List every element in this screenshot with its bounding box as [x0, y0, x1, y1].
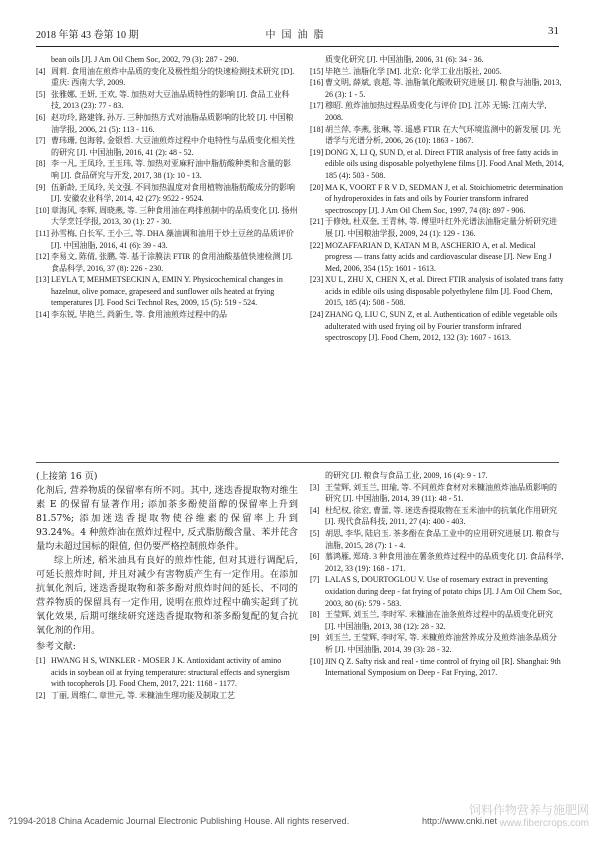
reference-item [310, 505, 564, 528]
reference-number: [4] [36, 66, 46, 76]
reference-number: [5] [36, 89, 46, 99]
reference-list [310, 54, 564, 344]
reference-text: MOZAFFARIAN D, KATAN M B, ASCHERIO A, et al. Medical progress — trans fatty acids and cardiovascular disease [J]. New Eng J Med, 2006, 354 (15): 1601 - 1613. [325, 240, 552, 273]
reference-number: [13] [36, 275, 50, 285]
reference-item [310, 240, 564, 275]
reference-text: DONG X, LI Q, SUN D, et al. Direct FTIR analysis of free fatty acids in edible oils using disposable polyethylene films [J]. Food Anal Meth, 2014, 185 (4): 503 - 508. [325, 147, 564, 180]
reference-text: 曹文明, 薛斌, 袁超, 等. 油脂氧化酸败研究进展 [J]. 粮食与油脂, 2013, 26 (3): 1 - 5. [325, 78, 562, 99]
reference-text: 质变化研究 [J]. 中国油脂, 2006, 31 (6): 34 - 36. [325, 55, 484, 64]
reference-number: [2] [36, 690, 46, 700]
reference-text: 张雅娜, 王妍, 王欢, 等. 加热对大豆油品质特性的影响 [J]. 食品工业科技, 2013 (23): 77 - 83. [51, 89, 290, 111]
reference-text: 王莹辉, 刘玉兰, 李时军. 米糠油在油条煎炸过程中的品质变化研究 [J]. 中国油脂, 2013, 38 (12): 28 - 32. [325, 610, 553, 631]
section-divider [36, 462, 559, 463]
reference-item [36, 309, 298, 321]
reference-number: [9] [310, 633, 320, 643]
reference-text: LALAS S, DOURTOGLOU V. Use of rosemary extract in preventing oxidation during deep - fat frying of potato chips [J]. J Am Oil Chem Soc, 2003, 80 (6): 579 - 583. [325, 575, 562, 608]
reference-item [310, 216, 564, 239]
reference-item [36, 54, 298, 66]
article-body-right [310, 470, 564, 804]
reference-text: 赵功玲, 路建锋, 孙万. 三种加热方式对油脂品质影响的比较 [J]. 中国粮油学报, 2006, 21 (5): 113 - 116. [51, 112, 294, 134]
reference-text: 刘玉兰, 王莹辉, 李时军, 等. 米糠煎炸油营养成分及煎炸油条品质分析 [J]. 中国油脂, 2014, 39 (3): 28 - 32. [325, 633, 557, 654]
reference-item [310, 124, 564, 147]
reference-number: [10] [310, 656, 324, 666]
reference-item [310, 54, 564, 66]
reference-text: 胡兰萍, 李燕, 张琳, 等. 遥感 FTIR 在大气环境监测中的新发展 [J]. 光谱学与光谱分析, 2006, 26 (10): 1863 - 1867. [325, 124, 561, 146]
reference-number: [8] [310, 610, 320, 620]
reference-number: [7] [36, 136, 46, 146]
reference-item [310, 309, 564, 344]
reference-item [310, 551, 564, 574]
copyright-footer: ?1994-2018 China Academic Journal Electronic Publishing House. All rights reserved. [8, 816, 350, 826]
reference-number: [10] [36, 205, 50, 215]
reference-item [36, 135, 298, 158]
reference-number: [15] [310, 66, 324, 76]
reference-text: 李易文, 陈倩, 张鹏, 等. 基于涂膜法 FTIR 的食用油酸基值快速检测 [J]. 食品科学, 2016, 37 (8): 226 - 230. [51, 252, 293, 273]
reference-list [36, 655, 298, 701]
reference-item [310, 66, 564, 78]
reference-item [310, 77, 564, 100]
reference-number [36, 54, 51, 66]
reference-item [310, 482, 564, 505]
running-header [36, 24, 559, 47]
reference-number: [1] [36, 656, 46, 665]
reference-number: [18] [310, 124, 324, 134]
reference-item [36, 655, 298, 690]
reference-text: 胡思, 李华, 陆启玉. 茶多酚在食品工业中的应用研究进展 [J]. 粮食与油脂, 2015, 28 (7): 1 - 4. [325, 528, 560, 550]
reference-item [310, 528, 564, 551]
reference-text: 于修烛, 杜双奎, 王青林, 等. 傅里叶红外光谱法油脂定量分析研究进展 [J]. 中国粮油学报, 2009, 24 (1): 129 - 136. [325, 217, 557, 238]
references-continued-right [310, 54, 564, 456]
reference-text: 的研究 [J]. 粮食与食品工业, 2009, 16 (4): 9 - 17. [325, 471, 488, 480]
reference-number: [22] [310, 240, 324, 250]
reference-number: [12] [36, 252, 50, 262]
reference-number: [14] [36, 310, 50, 320]
reference-item [36, 205, 298, 228]
conclusion-paragraph: 综上所述, 稻米油具有良好的煎炸性能, 但对其进行调配后, 可延长煎炸时间, 并且对减少有害物质产生有一定作用。在添加抗氧化剂后, 迷迭香提取物和茶多酚对煎炸时间的延长、不同的营养物质的保留具有一定作用, 说明在煎炸过程中确实起到了抗氧化效果, 后期可继续研究迷迭香提取物和茶多酚复配的复合抗氧化剂的作用。 [36, 555, 298, 636]
reference-item [310, 182, 564, 217]
reference-number: [9] [36, 182, 46, 192]
reference-number: [21] [310, 217, 324, 227]
reference-number: [6] [36, 112, 46, 122]
reference-number: [23] [310, 275, 324, 285]
reference-text: 章海风, 李辉, 周晓燕, 等. 三种食用油在鸡排煎制中的品质变化 [J]. 扬州大学烹饪学报, 2013, 30 (1): 27 - 30. [51, 205, 298, 227]
reference-text: HWANG H S, WINKLER - MOSER J K. Antioxidant activity of amino acids in soybean oil at frying temperature: structural effects and synergism with tocopherols [J]. Food Chem, 2017, 221: 1168 - 1177. [51, 656, 290, 689]
reference-item [310, 609, 564, 632]
reference-number: [16] [310, 78, 324, 88]
reference-text: 慕鸿雁, 郑琦. 3 种食用油在薯条煎炸过程中的品质变化 [J]. 食品科学, 2012, 33 (19): 168 - 171. [325, 552, 564, 573]
reference-list [36, 54, 298, 321]
reference-number: [5] [310, 528, 320, 538]
reference-number: [8] [36, 159, 46, 169]
reference-text: XU L, ZHU X, CHEN X, et al. Direct FTIR analysis of isolated trans fatty acids in edible oils using disposable polyethylene film [J]. Food Chem, 2015, 185 (4): 508 - 508. [325, 275, 564, 308]
reference-number: [7] [310, 575, 320, 585]
reference-number: [4] [310, 505, 320, 515]
continuation-note: (上接第 16 页) [36, 471, 98, 482]
reference-text: 周莉. 食用油在煎炸中品质的变化及极性组分的快速检测技术研究 [D]. 重庆: 西南大学, 2009. [51, 66, 295, 88]
reference-text: 伍新龄, 王凤玲, 关文强. 不同加热温度对食用植物油脂肪酸成分的影响 [J]. 安徽农业科学, 2014, 42 (27): 9522 - 9524. [51, 182, 295, 204]
reference-text: 李东锐, 毕艳兰, 尚新生, 等. 食用油煎炸过程中的品 [51, 310, 227, 320]
reference-number: [24] [310, 310, 324, 320]
reference-item [36, 274, 298, 309]
reference-number: [6] [310, 552, 320, 562]
reference-text: 王莹辉, 刘玉兰, 田瑜, 等. 不同煎炸食材对米糠油煎炸油品质影响的研究 [J]. 中国油脂, 2014, 39 (11): 48 - 51. [325, 482, 557, 504]
reference-text: 李一凡, 王凤玲, 王玉玮, 等. 加热对亚麻籽油中脂肪酸种类和含量的影响 [J]. 食品研究与开发, 2017, 38 (1): 10 - 13. [51, 159, 291, 180]
reference-number: [11] [36, 228, 50, 238]
reference-text: 杜纪权, 徐宏, 曹蕾, 等. 迷迭香提取物在玉米油中的抗氧化作用研究 [J]. 现代食品科技, 2011, 27 (4): 400 - 403. [325, 505, 557, 527]
reference-number [310, 470, 325, 482]
reference-text: bean oils [J]. J Am Oil Chem Soc, 2002, 79 (3): 287 - 290. [51, 55, 239, 64]
reference-number: [17] [310, 101, 324, 111]
reference-number: [20] [310, 182, 324, 192]
reference-text: 丁丽, 周维仁, 章世元, 等. 米糠油生理功能及制取工艺 [51, 690, 235, 700]
reference-item [310, 274, 564, 309]
reference-text: 孙雪梅, 白长军, 王小三, 等. DHA 藻油调和油用于炒土豆丝的品质评价 [J]. 中国油脂, 2016, 41 (6): 39 - 43. [51, 228, 294, 250]
reference-item [310, 147, 564, 182]
reference-text: 曹玮珊, 包海蓉, 金银哲. 大豆油煎炸过程中介电特性与品质变化相关性的研究 [J]. 中国油脂, 2016, 41 (2): 48 - 52. [51, 136, 295, 157]
footer-link[interactable]: http://www.cnki.net [421, 816, 497, 826]
site-watermark [469, 804, 589, 830]
reference-text: LEYLA T, MEHMETSECKIN A, EMIN Y. Physicochemical changes in hazelnut, olive pomace, grapeseed and sunflower oils heated at frying temperatures [J]. Food Sci Technol Res, 2009, 15 (5): 519 - 524. [51, 275, 283, 308]
reference-item [36, 112, 298, 135]
reference-item [310, 656, 564, 679]
reference-item [310, 100, 564, 123]
reference-item [36, 690, 298, 702]
reference-item [310, 574, 564, 609]
reference-item [36, 66, 298, 89]
reference-item [310, 470, 564, 482]
reference-item [36, 89, 298, 112]
body-paragraph: 化剂后, 营养物质的保留率有所不同。其中, 迷迭香提取物对维生素 E 的保留有显著作用; 添加茶多酚使甾醇的保留率上升到 81.57%; 添加迷迭香提取物使谷维素的保留率上升到 93.24%。4 种煎炸油在煎炸过程中, 反式脂肪酸含量、苯并芘含量均未超过国标的限值, 但仍要严格控制煎炸条件。 [36, 485, 298, 552]
reference-item [36, 182, 298, 205]
reference-item [310, 632, 564, 655]
reference-number [310, 54, 325, 66]
reference-text: MA K, VOORT F R V D, SEDMAN J, et al. Stoichiometric determination of hydroperoxides in fats and oils by Fourier transform infrared spectroscopy [J]. J Am Oil Chem Soc, 1997, 74 (8): 897 - 906. [325, 182, 564, 215]
watermark-url: www.fibercrops.com [499, 818, 589, 829]
reference-text: ZHANG Q, LIU C, SUN Z, et al. Authentication of edible vegetable oils adulterated with used frying oil by Fourier transform infrared spectroscopy [J]. Food Chem, 2012, 132 (3): 1607 - 1613. [325, 310, 558, 343]
references-heading: 参考文献: [36, 641, 76, 652]
reference-text: JIN Q Z. Safty risk and real - time control of frying oil [R]. Shanghai: 9th International Symposium on Deep - Fat Frying, 2017. [325, 656, 561, 678]
watermark-text: 饲料作物营养与施肥网 [468, 803, 589, 817]
page-number: 31 [548, 25, 559, 37]
article-body-left [36, 470, 298, 804]
reference-text: 毕艳兰. 油脂化学 [M]. 北京: 化学工业出版社, 2005. [325, 66, 502, 76]
references-continued-left [36, 54, 298, 456]
reference-number: [3] [310, 482, 320, 492]
reference-item [36, 251, 298, 274]
reference-item [36, 158, 298, 181]
reference-number: [19] [310, 147, 324, 157]
reference-list [310, 470, 564, 679]
issue-info: 2018 年第 43 卷第 10 期 [36, 30, 139, 41]
reference-text: 穆昭. 煎炸油加热过程品质变化与评价 [D]. 江苏 无锡: 江南大学, 2008. [325, 101, 547, 122]
reference-item [36, 228, 298, 251]
journal-name: 中国油脂 [265, 30, 330, 41]
